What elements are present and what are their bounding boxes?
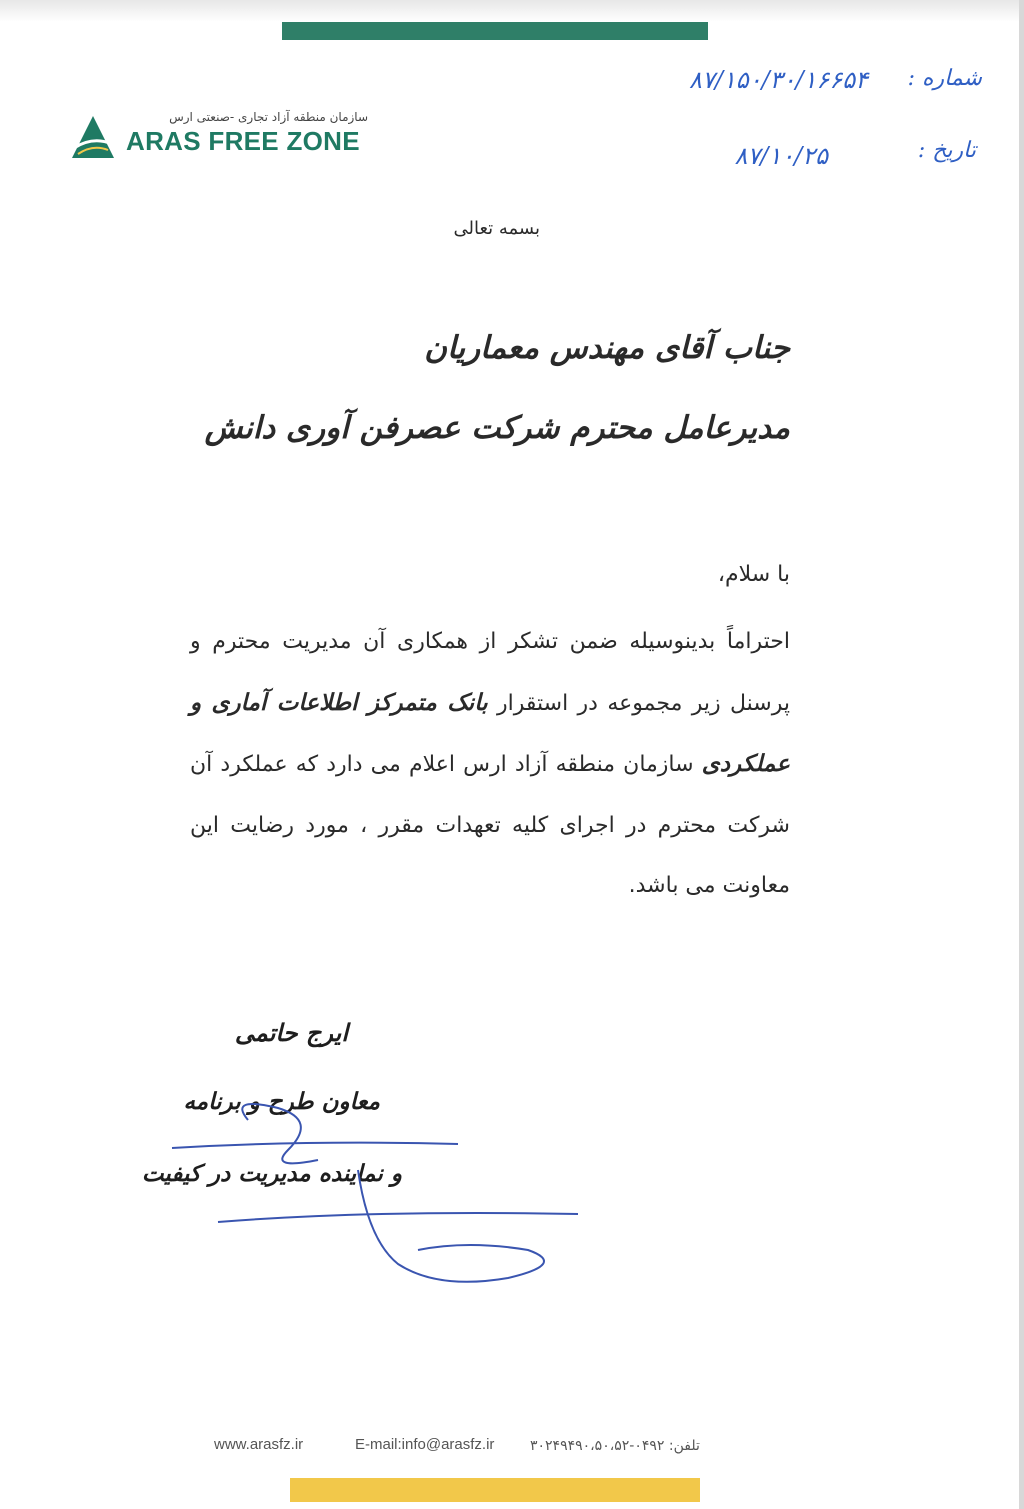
footer-website: www.arasfz.ir xyxy=(214,1436,304,1453)
letter-number: ۸۷/۱۵۰/۳۰/۱۶۶۵۴ xyxy=(689,66,868,94)
header-color-bar xyxy=(282,22,708,40)
handwritten-signature xyxy=(168,1100,588,1290)
addressee-name: جناب آقای مهندس معماریان xyxy=(424,330,790,366)
triangle-mountain-icon xyxy=(70,114,116,160)
number-label: شماره : xyxy=(907,66,982,91)
addressee-title: مدیرعامل محترم شرکت عصرفن آوری دانش xyxy=(204,410,790,446)
body-part-2: سازمان منطقه آزاد ارس اعلام می دارد که عملکرد آن شرکت محترم در اجرای کلیه تعهدات مقرر ، مورد رضایت این معاونت می باشد. xyxy=(190,752,790,898)
signatory-name: ایرج حاتمی xyxy=(234,1018,348,1047)
letter-date: ۸۷/۱۰/۲۵ xyxy=(734,142,828,170)
date-label: تاریخ : xyxy=(917,138,976,163)
aras-free-zone-logo xyxy=(68,108,378,164)
page-edge xyxy=(1019,0,1024,1509)
top-shadow xyxy=(0,0,1024,22)
letter-body xyxy=(190,612,790,917)
signatory-title-2: و نماینده مدیریت در کیفیت xyxy=(141,1160,402,1187)
signatory-title-1: معاون طرح و برنامه xyxy=(183,1088,380,1115)
body-emphasis: بانک متمرکز اطلاعات آماری و عملکردی xyxy=(190,688,790,777)
body-part-1: احتراماً بدینوسیله ضمن تشکر از همکاری آن مدیریت محترم و پرسنل زیر مجموعه در استقرار xyxy=(190,629,790,716)
bismillah: بسمه تعالی xyxy=(453,218,540,239)
footer-email: E-mail:info@arasfz.ir xyxy=(355,1436,495,1453)
footer-color-bar xyxy=(290,1478,700,1502)
logo-persian-name: سازمان منطقه آزاد تجاری -صنعتی ارس xyxy=(169,110,368,124)
greeting: با سلام، xyxy=(717,562,790,587)
footer-phone: تلفن: ۰۴۹۲-۳۰۲۴۹۴۹۰،۵۰،۵۲ xyxy=(530,1438,700,1454)
logo-english-name: ARAS FREE ZONE xyxy=(126,126,360,156)
